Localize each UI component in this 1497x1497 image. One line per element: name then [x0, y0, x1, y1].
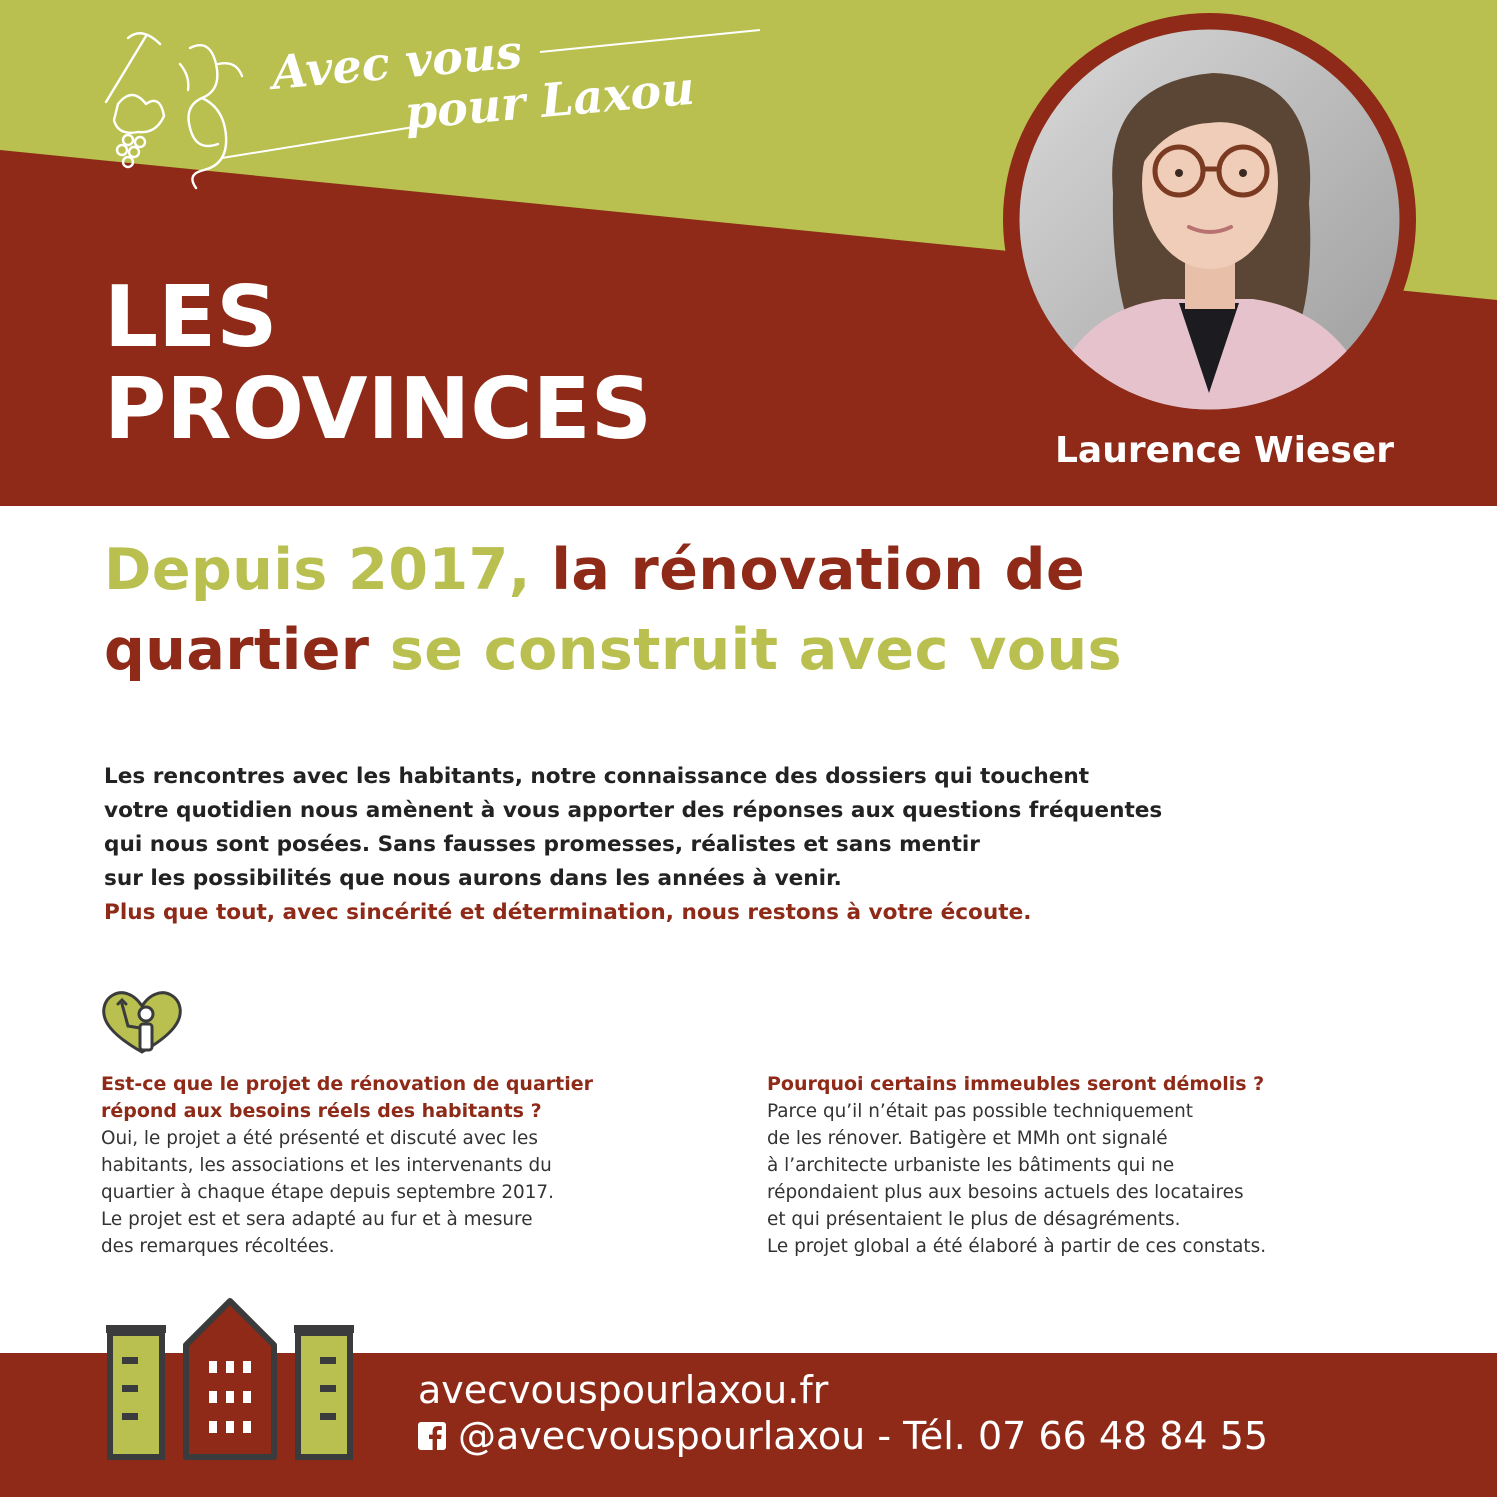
- headline-line1: [104, 530, 1404, 610]
- qa-question-line: Est-ce que le projet de rénovation de quartier: [101, 1073, 593, 1095]
- qa-answer-line: et qui présentaient le plus de désagréments.: [767, 1209, 1181, 1230]
- facebook-icon: [418, 1422, 446, 1450]
- qa-question: [767, 1071, 1487, 1098]
- brand-name-line1: Avec vous: [269, 24, 525, 100]
- qa-answer-line: Parce qu’il n’était pas possible techniquement: [767, 1101, 1193, 1122]
- intro-line: qui nous sont posées. Sans fausses promesses, réalistes et sans mentir: [104, 832, 980, 857]
- candidate-name: Laurence Wieser: [1054, 430, 1394, 471]
- intro-line: Les rencontres avec les habitants, notre connaissance des dossiers qui touchent: [104, 764, 1090, 789]
- intro-line: votre quotidien nous amènent à vous apporter des réponses aux questions fréquentes: [104, 798, 1163, 823]
- qa-question: [101, 1071, 721, 1125]
- candidate-portrait: [1003, 13, 1416, 426]
- headline-part1: Depuis 2017,: [104, 537, 552, 603]
- qa-answer-line: des remarques récoltées.: [101, 1236, 335, 1257]
- logo-emblem-icon: [98, 24, 248, 194]
- qa-answer-line: répondaient plus aux besoins actuels des locataires: [767, 1182, 1244, 1203]
- qa-answer-line: de les rénover. Batigère et MMh ont signalé: [767, 1128, 1168, 1149]
- headline-part2: la rénovation de: [551, 537, 1086, 603]
- district-title: [104, 268, 804, 459]
- qa-answer-line: à l’architecte urbaniste les bâtiments qui ne: [767, 1155, 1175, 1176]
- qa-answer-line: habitants, les associations et les intervenants du: [101, 1155, 552, 1176]
- headline-part4: se construit avec vous: [389, 617, 1123, 683]
- qa-answer: [767, 1098, 1487, 1260]
- qa-block-1: [101, 1071, 721, 1260]
- brand-name-line2: pour Laxou: [402, 60, 697, 140]
- social-contact-text: @avecvouspourlaxou - Tél. 07 66 48 84 55: [458, 1414, 1269, 1458]
- website-link[interactable]: avecvouspourlaxou.fr: [418, 1368, 829, 1412]
- qa-block-2: [767, 1071, 1487, 1260]
- headline-part3: quartier: [104, 617, 390, 683]
- heart-hand-icon: [100, 990, 184, 1056]
- qa-question-line: Pourquoi certains immeubles seront démolis ?: [767, 1073, 1265, 1095]
- intro-line: sur les possibilités que nous aurons dans les années à venir.: [104, 866, 842, 891]
- qa-answer-line: Oui, le projet a été présenté et discuté avec les: [101, 1128, 538, 1149]
- intro-paragraph: [104, 760, 1404, 930]
- qa-question-line: répond aux besoins réels des habitants ?: [101, 1100, 542, 1122]
- qa-answer-line: Le projet est et sera adapté au fur et à mesure: [101, 1209, 533, 1230]
- qa-answer-line: Le projet global a été élaboré à partir de ces constats.: [767, 1236, 1267, 1257]
- buildings-icon: [96, 1295, 364, 1463]
- headline: [104, 530, 1404, 690]
- district-title-line1: LES: [104, 268, 278, 367]
- headline-line2: [104, 610, 1404, 690]
- qa-answer-line: quartier à chaque étape depuis septembre 2017.: [101, 1182, 554, 1203]
- district-title-line2: PROVINCES: [104, 360, 652, 459]
- intro-accent-line: Plus que tout, avec sincérité et détermination, nous restons à votre écoute.: [104, 900, 1032, 925]
- contact-row: [418, 1414, 1268, 1458]
- qa-answer: [101, 1125, 721, 1260]
